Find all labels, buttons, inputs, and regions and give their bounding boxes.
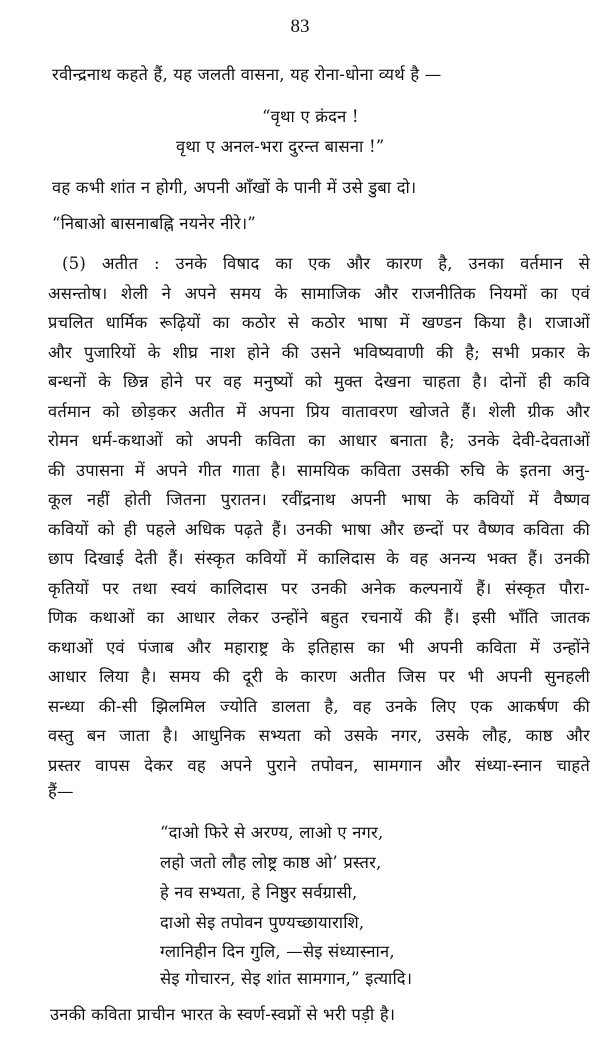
quote-line: “वृथा ए क्रंदन ! bbox=[262, 107, 359, 126]
closing-line: उनकी कविता प्राचीन भारत के स्वर्ण-स्वप्नों से भरी पड़ी है। bbox=[50, 1005, 396, 1024]
paragraph-line: णिक कथाओं का आधार लेकर उन्होंने बहुत रचनायें की हैं। इसी भाँति जातक bbox=[48, 608, 590, 627]
paragraph-line: सन्ध्या की-सी झिलमिल ज्योति डालता है, वह उनके लिए एक आकर्षण की bbox=[48, 697, 590, 716]
paragraph-line: प्रचलित धार्मिक रूढ़ियों का कठोर से कठोर भाषा में खण्डन किया है। राजाओं bbox=[48, 313, 590, 332]
paragraph-line: प्रस्तर वापस देकर वह अपने पुराने तपोवन, सामगान और संध्या-स्नान चाहते bbox=[48, 756, 590, 775]
paragraph-line: रोमन धर्म-कथाओं को अपनी कविता का आधार बनाता है; उनके देवी-देवताओं bbox=[48, 431, 590, 450]
poem-line: दाओ सेइ तपोवन पुण्यच्छायाराशि, bbox=[160, 913, 365, 932]
paragraph-line: हैं— bbox=[48, 782, 74, 801]
paragraph-line: की उपासना में अपने गीत गाता है। सामयिक कविता उसकी रुचि के इतना अनु- bbox=[48, 461, 590, 480]
opening-line: वह कभी शांत न होगी, अपनी आँखों के पानी में उसे डुबा दो। bbox=[52, 178, 417, 197]
paragraph-line: कूल नहीं होती जितना पुरातन। रवींद्रनाथ अपनी भाषा के कवियों में वैष्णव bbox=[48, 490, 590, 509]
poem-line: “दाओ फिरे से अरण्य, लाओ ए नगर, bbox=[160, 823, 384, 842]
paragraph-line: छाप दिखाई देती हैं। संस्कृत कवियों में कालिदास के वह अनन्य भक्त हैं। उनकी bbox=[48, 549, 590, 568]
paragraph-line: वस्तु बन जाता है। आधुनिक सभ्यता को उसके नगर, उसके लौह, काष्ठ और bbox=[48, 726, 590, 745]
paragraph-line: कवियों को ही पहले अधिक पढ़ते हैं। उनकी भाषा और छन्दों पर वैष्णव कविता की bbox=[48, 520, 590, 539]
quote-line: वृथा ए अनल-भरा दुरन्त बासना !” bbox=[176, 137, 385, 156]
quote-line: “निबाओ बासनाबह्नि नयनेर नीरे।” bbox=[52, 214, 256, 233]
poem-line: सेइ गोचारन, सेइ शांत सामगान,” इत्यादि। bbox=[160, 969, 413, 988]
paragraph-line: असन्तोष। शेली ने अपने समय के सामाजिक और राजनीतिक नियमों का एवं bbox=[48, 284, 590, 303]
poem-line: हे नव सभ्यता, हे निष्ठुर सर्वग्रासी, bbox=[160, 883, 358, 902]
paragraph-line: और पुजारियों के शीघ्र नाश होने की उसने भविष्यवाणी की है; सभी प्रकार के bbox=[48, 343, 590, 362]
paragraph-line: वर्तमान को छोड़कर अतीत में अपना प्रिय वातावरण खोजते हैं। शेली ग्रीक और bbox=[48, 402, 590, 421]
paragraph-line: (5) अतीत : उनके विषाद का एक और कारण है, उनका वर्तमान से bbox=[62, 254, 590, 273]
poem-line: लहो जतो लौह लोष्ट्र काष्ठ ओ’ प्रस्तर, bbox=[160, 853, 382, 872]
opening-line: रवीन्द्रनाथ कहते हैं, यह जलती वासना, यह रोना-धोना व्यर्थ है — bbox=[52, 65, 442, 84]
paragraph-line: आधार लिया है। समय की दूरी के कारण अतीत जिस पर भी अपनी सुनहली bbox=[48, 667, 590, 686]
paragraph-line: कृतियों पर तथा स्वयं कालिदास पर उनकी अनेक कल्पनायें हैं। संस्कृत पौरा- bbox=[48, 579, 590, 598]
poem-line: ग्लानिहीन दिन गुलि, —सेइ संध्यास्नान, bbox=[160, 942, 395, 961]
paragraph-line: कथाओं एवं पंजाब और महाराष्ट्र के इतिहास का भी अपनी कविता में उन्होंने bbox=[48, 638, 590, 657]
paragraph-line: बन्धनों के छिन्न होने पर वह मनुष्यों को मुक्त देखना चाहता है। दोनों ही कवि bbox=[48, 372, 590, 391]
page-number: 83 bbox=[290, 16, 310, 37]
